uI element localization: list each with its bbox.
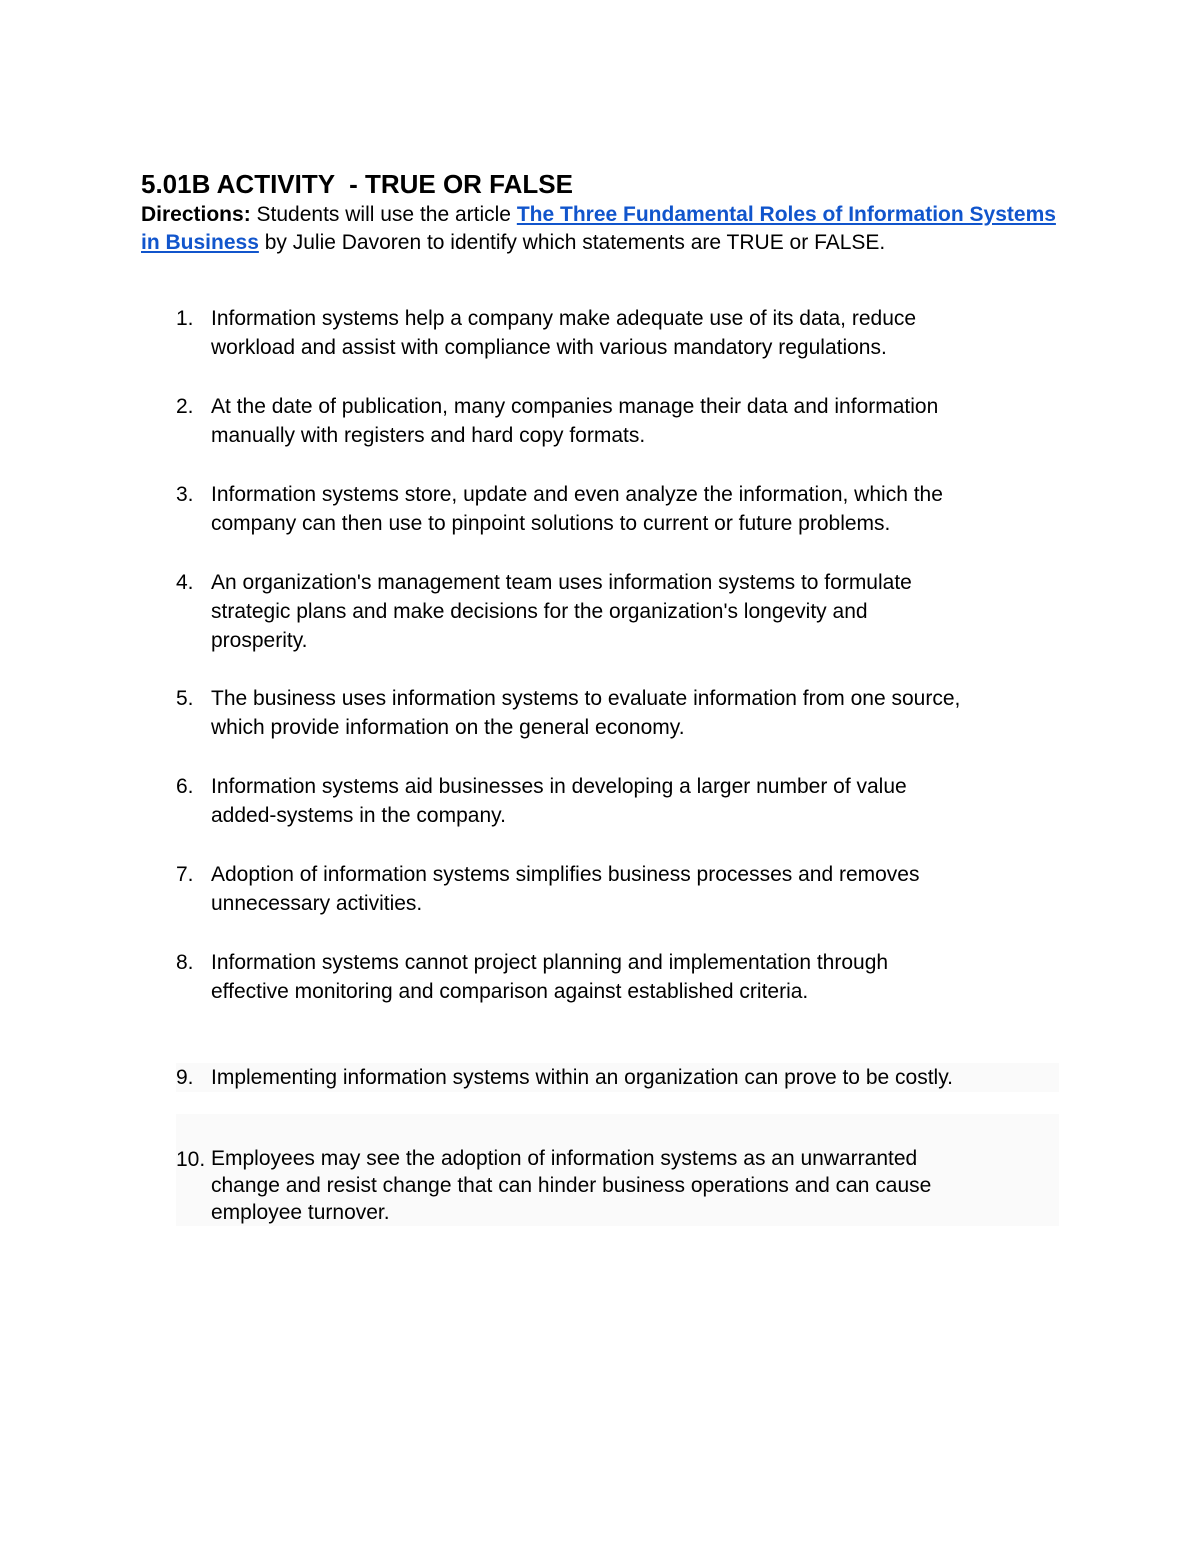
question-text: Implementing information systems within an organization can prove to be costly.	[211, 1066, 953, 1089]
question-text: Information systems cannot project planning and implementation through effective monitoring and comparison against established criteria.	[211, 951, 889, 1003]
page-title: 5.01B ACTIVITY - TRUE OR FALSE	[141, 169, 573, 199]
question-number: 4.	[176, 571, 194, 594]
question-number: 9.	[176, 1066, 194, 1089]
directions-label: Directions:	[141, 203, 251, 226]
directions-paragraph	[141, 201, 1061, 256]
directions-text-before-link: Students will use the article	[250, 203, 517, 226]
question-text: Information systems help a company make adequate use of its data, reduce workload and assist with compliance with various mandatory regulations.	[211, 307, 917, 359]
question-number: 10.	[176, 1148, 206, 1171]
question-text: An organization's management team uses information systems to formulate strategic plans and make decisions for the organization's longevity and prosperity.	[211, 571, 912, 652]
question-text: Adoption of information systems simplifies business processes and removes unnecessary activities.	[211, 863, 920, 915]
question-number: 5.	[176, 687, 194, 710]
question-text: The business uses information systems to evaluate information from one source, which provide information on the general economy.	[211, 687, 961, 739]
question-number: 3.	[176, 483, 194, 506]
question-number: 6.	[176, 775, 194, 798]
article-link[interactable]: The Three Fundamental Roles of Information Systems in Business	[141, 203, 1056, 254]
question-text: Information systems aid businesses in developing a larger number of value added-systems in the company.	[211, 775, 907, 827]
question-number: 7.	[176, 863, 194, 886]
question-text: Information systems store, update and even analyze the information, which the company can then use to pinpoint solutions to current or future problems.	[211, 483, 943, 535]
question-text: At the date of publication, many companies manage their data and information manually with registers and hard copy formats.	[211, 395, 939, 447]
directions-text-after-link: by Julie Davoren to identify which statements are TRUE or FALSE.	[258, 230, 886, 254]
question-number: 1.	[176, 307, 194, 330]
question-text: Employees may see the adoption of information systems as an unwarranted change and resist change that can hinder business operations and can cause employee turnover.	[211, 1147, 932, 1224]
question-number: 8.	[176, 951, 194, 974]
question-number: 2.	[176, 395, 194, 418]
